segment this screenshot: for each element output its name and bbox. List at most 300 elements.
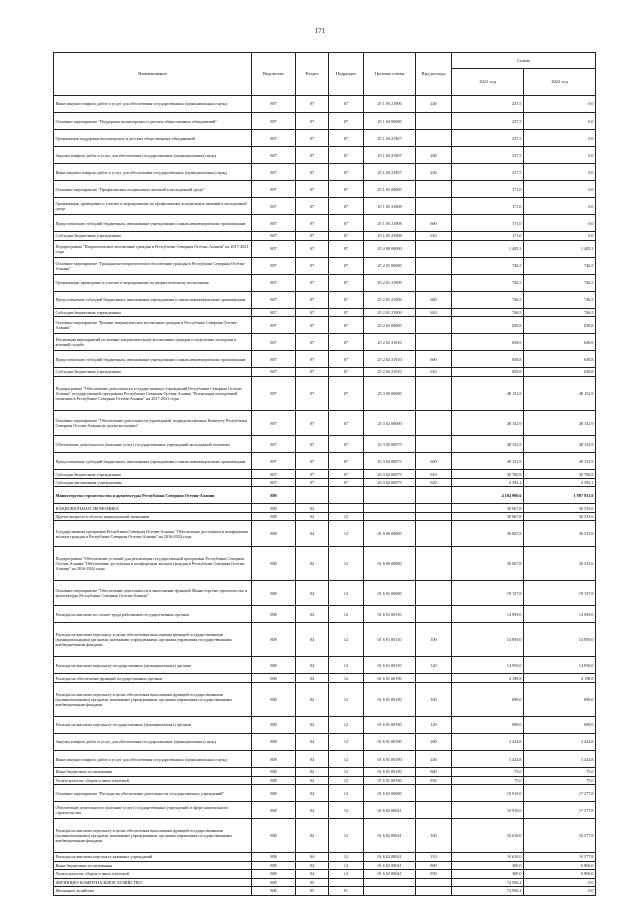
cell-2022: 658,8 — [524, 317, 596, 334]
cell-department: 808 — [252, 546, 296, 580]
cell-2021: 237,5 — [452, 113, 524, 130]
cell-department: 807 — [252, 240, 296, 257]
cell-article: 25 2 01 00000 — [364, 257, 416, 274]
cell-article: 01 6 02 00041 — [364, 870, 416, 879]
cell-subsection: 12 — [329, 512, 364, 521]
cell-expense-type: 600 — [416, 215, 452, 232]
cell-2022: 0,0 — [524, 130, 596, 147]
cell-department: 808 — [252, 623, 296, 657]
cell-subsection: 07 — [329, 470, 364, 479]
cell-subsection: 12 — [329, 853, 364, 862]
cell-expense-type — [416, 113, 452, 130]
budget-table — [53, 52, 596, 896]
cell-2021: 75,0 — [452, 768, 524, 777]
cell-subsection: 07 — [329, 240, 364, 257]
cell-section: 04 — [296, 716, 329, 733]
cell-name: Расходы на выплаты персоналу государственных (муниципальных) органов — [54, 716, 252, 733]
cell-department: 807 — [252, 274, 296, 291]
cell-department: 808 — [252, 861, 296, 870]
page-number: 171 — [314, 27, 326, 35]
table-row — [54, 776, 596, 785]
cell-2022: 48 152,9 — [524, 410, 596, 436]
cell-department: 807 — [252, 198, 296, 215]
cell-section — [296, 487, 329, 504]
cell-name: Организация, проведение и участие в мероприятиях по профилактике асоциальных явлений в молодежной среде — [54, 198, 252, 215]
cell-subsection: 12 — [329, 606, 364, 623]
cell-name: Основное мероприятие "Гражданско-патриотическое воспитание граждан в Республике Северная Осетия-Алания" — [54, 257, 252, 274]
cell-name: Подпрограмма "Патриотическое воспитание граждан в Республике Северная Осетия–Алания" на 2017-2021 годы — [54, 240, 252, 257]
cell-department: 808 — [252, 682, 296, 716]
cell-section: 07 — [296, 198, 329, 215]
cell-article: 01 6 01 00190 — [364, 776, 416, 785]
cell-article: 25 1 04 21907 — [364, 130, 416, 147]
cell-name: Расходы на выплаты персоналу казенных учреждений — [54, 853, 252, 862]
cell-2022: 0,0 — [524, 887, 596, 896]
cell-subsection: 07 — [329, 291, 364, 308]
cell-article: 01 6 00 00000 — [364, 546, 416, 580]
cell-name: Организация поддержки волонтерских и детских общественных объединений — [54, 130, 252, 147]
cell-2022: 48 152,9 — [524, 453, 596, 470]
cell-2021: 14 959,0 — [452, 623, 524, 657]
cell-2022: 48 152,9 — [524, 376, 596, 410]
cell-department: 808 — [252, 802, 296, 819]
table-row — [54, 274, 596, 291]
cell-2022: 4 198,8 — [524, 674, 596, 683]
cell-section: 04 — [296, 802, 329, 819]
table-row — [54, 164, 596, 181]
cell-2022: 658,8 — [524, 351, 596, 368]
table-row — [54, 887, 596, 896]
cell-expense-type: 100 — [416, 819, 452, 853]
cell-article: 25 1 03 21906 — [364, 96, 416, 113]
cell-section: 07 — [296, 164, 329, 181]
cell-2021: 237,5 — [452, 147, 524, 164]
cell-expense-type: 120 — [416, 716, 452, 733]
table-row — [54, 504, 596, 513]
cell-expense-type — [416, 487, 452, 504]
cell-department: 807 — [252, 232, 296, 241]
cell-expense-type — [416, 580, 452, 606]
table-row — [54, 734, 596, 751]
cell-subsection: 12 — [329, 546, 364, 580]
cell-article: 25 1 04 21907 — [364, 147, 416, 164]
cell-section: 07 — [296, 376, 329, 410]
cell-name: Субсидии бюджетным учреждениям — [54, 470, 252, 479]
cell-department: 807 — [252, 376, 296, 410]
cell-name: Предоставление субсидий бюджетным, автономным учреждениям и иным некоммерческим организациям — [54, 215, 252, 232]
cell-department: 807 — [252, 453, 296, 470]
cell-article: 01 6 02 00041 — [364, 853, 416, 862]
cell-2022: 3 424,8 — [524, 734, 596, 751]
cell-name: Обеспечение деятельности (оказание услуг) государственных учреждений молодежной политики — [54, 436, 252, 453]
cell-article: 01 6 01 00000 — [364, 580, 416, 606]
cell-article: 25 2 02 21910 — [364, 334, 416, 351]
cell-name: Субсидии бюджетным учреждениям — [54, 308, 252, 317]
cell-2022: 658,8 — [524, 334, 596, 351]
table-row — [54, 96, 596, 113]
cell-article: 01 6 01 00110 — [364, 657, 416, 674]
cell-expense-type — [416, 181, 452, 198]
cell-2022: 0,0 — [524, 232, 596, 241]
cell-article: 25 1 05 21908 — [364, 198, 416, 215]
cell-expense-type — [416, 334, 452, 351]
cell-expense-type — [416, 317, 452, 334]
cell-name: Реализация мероприятий по военно-патриотическому воспитанию граждан и подготовке молодежи к военной службе — [54, 334, 252, 351]
table-row — [54, 410, 596, 436]
cell-2021: 48 152,9 — [452, 410, 524, 436]
cell-article: 01 6 01 00190 — [364, 751, 416, 768]
cell-article: 01 6 01 00110 — [364, 623, 416, 657]
table-row — [54, 657, 596, 674]
cell-article: 25 2 02 21910 — [364, 351, 416, 368]
cell-expense-type — [416, 274, 452, 291]
cell-expense-type — [416, 240, 452, 257]
cell-expense-type: 620 — [416, 478, 452, 487]
cell-department: 807 — [252, 410, 296, 436]
table-row — [54, 308, 596, 317]
cell-article: 25 2 01 21909 — [364, 291, 416, 308]
cell-department: 808 — [252, 521, 296, 547]
cell-article — [364, 887, 416, 896]
cell-subsection: 12 — [329, 521, 364, 547]
cell-department: 807 — [252, 215, 296, 232]
cell-article: 01 6 01 00190 — [364, 716, 416, 733]
cell-2022: 1 897 833,0 — [524, 487, 596, 504]
cell-subsection — [329, 878, 364, 887]
cell-department: 808 — [252, 657, 296, 674]
cell-subsection: 07 — [329, 147, 364, 164]
cell-department: 808 — [252, 674, 296, 683]
cell-article: 25 1 05 21908 — [364, 215, 416, 232]
table-row — [54, 785, 596, 802]
table-row — [54, 878, 596, 887]
cell-2022: 746,5 — [524, 257, 596, 274]
cell-name: Обеспечение деятельности (оказание услуг) государственных учреждений в сфере капитального строительства — [54, 802, 252, 819]
cell-department: 808 — [252, 768, 296, 777]
table-row — [54, 291, 596, 308]
cell-2021: 48 152,9 — [452, 453, 524, 470]
cell-name: Другие вопросы в области национальной экономики — [54, 512, 252, 521]
cell-subsection: 07 — [329, 317, 364, 334]
cell-article: 25 2 02 21910 — [364, 368, 416, 377]
cell-article: 25 3 02 00075 — [364, 436, 416, 453]
cell-2021: 237,5 — [452, 130, 524, 147]
cell-subsection: 07 — [329, 257, 364, 274]
cell-2021: 74 956,2 — [452, 887, 524, 896]
cell-name: Предоставление субсидий бюджетным, автономным учреждениям и иным некоммерческим организациям — [54, 351, 252, 368]
table-row — [54, 376, 596, 410]
cell-article: 25 2 00 00000 — [364, 240, 416, 257]
cell-section: 04 — [296, 819, 329, 853]
cell-2022: 0,0 — [524, 96, 596, 113]
cell-section: 07 — [296, 453, 329, 470]
cell-name: Расходы на выплаты персоналу в целях обеспечения выполнения функций государственными (муниципальными) органами, казенными учреждениями, органами управления государственными внебюджетными фондами — [54, 623, 252, 657]
cell-article: 01 6 02 00000 — [364, 785, 416, 802]
cell-2022: 17 377,8 — [524, 785, 596, 802]
cell-name: Закупка товаров, работ и услуг для обеспечения государственных (муниципальных) нужд — [54, 734, 252, 751]
cell-section: 07 — [296, 410, 329, 436]
cell-2021: 10 910,0 — [452, 785, 524, 802]
cell-section: 05 — [296, 878, 329, 887]
cell-2021: 658,8 — [452, 334, 524, 351]
cell-expense-type — [416, 257, 452, 274]
cell-article: 25 1 05 00000 — [364, 181, 416, 198]
cell-section: 04 — [296, 870, 329, 879]
table-row — [54, 751, 596, 768]
table-row — [54, 623, 596, 657]
cell-section: 07 — [296, 113, 329, 130]
cell-name: Иные закупки товаров, работ и услуг для обеспечения государственных (муниципальных) нужд — [54, 164, 252, 181]
table-row — [54, 351, 596, 368]
cell-2021: 2 392,1 — [452, 478, 524, 487]
table-row — [54, 861, 596, 870]
cell-expense-type: 200 — [416, 734, 452, 751]
cell-department: 807 — [252, 291, 296, 308]
cell-2022: 0,0 — [524, 198, 596, 215]
cell-2022: 3 424,8 — [524, 751, 596, 768]
cell-subsection: 07 — [329, 274, 364, 291]
table-row — [54, 580, 596, 606]
cell-expense-type: 240 — [416, 96, 452, 113]
cell-section: 04 — [296, 768, 329, 777]
cell-2022: 36 535,6 — [524, 521, 596, 547]
cell-department: 808 — [252, 504, 296, 513]
cell-expense-type: 240 — [416, 751, 452, 768]
cell-expense-type — [416, 198, 452, 215]
cell-2022: 14 959,0 — [524, 623, 596, 657]
cell-department: 808 — [252, 819, 296, 853]
cell-section: 07 — [296, 334, 329, 351]
header-year-2022: 2022 год — [524, 69, 596, 96]
cell-2021: 300,0 — [452, 870, 524, 879]
cell-name: Закупка товаров, работ и услуг для обеспечения государственных (муниципальных) нужд — [54, 147, 252, 164]
cell-section: 07 — [296, 470, 329, 479]
cell-2022: 19 157,8 — [524, 580, 596, 606]
cell-2021: 171,0 — [452, 232, 524, 241]
table-row — [54, 317, 596, 334]
cell-expense-type — [416, 546, 452, 580]
cell-section: 05 — [296, 887, 329, 896]
cell-subsection: 12 — [329, 819, 364, 853]
cell-2022: 0,0 — [524, 147, 596, 164]
cell-2021: 658,8 — [452, 317, 524, 334]
cell-section: 04 — [296, 682, 329, 716]
cell-2022: 10 577,8 — [524, 853, 596, 862]
table-row — [54, 257, 596, 274]
cell-subsection: 12 — [329, 716, 364, 733]
cell-subsection — [329, 487, 364, 504]
cell-department: 807 — [252, 334, 296, 351]
cell-name: Иные закупки товаров, работ и услуг для обеспечения государственных (муниципальных) нужд — [54, 751, 252, 768]
header-year-2021: 2021 год — [452, 69, 524, 96]
cell-subsection — [329, 504, 364, 513]
cell-2021: 45 760,8 — [452, 470, 524, 479]
cell-name: НАЦИОНАЛЬНАЯ ЭКОНОМИКА — [54, 504, 252, 513]
cell-subsection: 07 — [329, 113, 364, 130]
cell-expense-type: 610 — [416, 308, 452, 317]
cell-article: 25 2 01 21909 — [364, 308, 416, 317]
cell-2022: 0,0 — [524, 181, 596, 198]
cell-name: Основное мероприятие "Обеспечение деятельности учреждений, подведомственных Комитету Республики Северная Осетия-Алания по делам молодежи" — [54, 410, 252, 436]
cell-department: 808 — [252, 751, 296, 768]
cell-expense-type: 800 — [416, 768, 452, 777]
cell-section: 04 — [296, 776, 329, 785]
cell-expense-type: 100 — [416, 623, 452, 657]
cell-section: 07 — [296, 215, 329, 232]
cell-name: Иные бюджетные ассигнования — [54, 861, 252, 870]
cell-article: 25 1 05 21908 — [364, 232, 416, 241]
cell-subsection: 12 — [329, 623, 364, 657]
cell-department: 808 — [252, 580, 296, 606]
table-row — [54, 487, 596, 504]
cell-section: 07 — [296, 240, 329, 257]
cell-subsection: 07 — [329, 198, 364, 215]
table-row — [54, 113, 596, 130]
cell-expense-type: 850 — [416, 870, 452, 879]
cell-subsection: 07 — [329, 215, 364, 232]
cell-expense-type — [416, 512, 452, 521]
cell-2022: 699,0 — [524, 682, 596, 716]
cell-article — [364, 878, 416, 887]
cell-subsection: 12 — [329, 861, 364, 870]
cell-2022: 75,0 — [524, 768, 596, 777]
cell-2022: 10 577,8 — [524, 819, 596, 853]
cell-subsection: 07 — [329, 96, 364, 113]
cell-2021: 237,5 — [452, 164, 524, 181]
cell-subsection: 07 — [329, 436, 364, 453]
cell-section: 07 — [296, 308, 329, 317]
table-row — [54, 768, 596, 777]
cell-subsection: 12 — [329, 657, 364, 674]
table-row — [54, 436, 596, 453]
cell-name: Расходы на обеспечение функций государственных органов — [54, 674, 252, 683]
cell-subsection: 07 — [329, 368, 364, 377]
cell-expense-type — [416, 674, 452, 683]
cell-section: 07 — [296, 96, 329, 113]
cell-article — [364, 512, 416, 521]
cell-section: 04 — [296, 512, 329, 521]
cell-2021: 10 910,0 — [452, 802, 524, 819]
header-section: Раздел — [296, 53, 329, 96]
cell-name: Государственная программа Республики Северная Осетия-Алания "Обеспечение доступным и комфортным жильем граждан в Республике Северная Осетия-Алания" на 2016-2024 годы — [54, 521, 252, 547]
cell-name: Субсидии автономным учреждениям — [54, 478, 252, 487]
cell-name: Основное мероприятие "Поддержка волонтерских и детских общественных объединений" — [54, 113, 252, 130]
cell-expense-type: 240 — [416, 164, 452, 181]
cell-department: 807 — [252, 257, 296, 274]
cell-subsection: 12 — [329, 768, 364, 777]
cell-section: 04 — [296, 674, 329, 683]
cell-2021: 74 956,2 — [452, 878, 524, 887]
table-row — [54, 819, 596, 853]
cell-expense-type — [416, 376, 452, 410]
cell-section: 04 — [296, 853, 329, 862]
cell-expense-type: 600 — [416, 351, 452, 368]
cell-name: Основное мероприятие "Профилактика асоциальных явлений в молодежной среде" — [54, 181, 252, 198]
cell-2021: 658,8 — [452, 351, 524, 368]
cell-name: Жилищное хозяйство — [54, 887, 252, 896]
table-row — [54, 215, 596, 232]
cell-subsection: 12 — [329, 751, 364, 768]
cell-article: 01 6 01 00190 — [364, 734, 416, 751]
cell-2021: 30 067,8 — [452, 504, 524, 513]
cell-2021: 4 198,8 — [452, 674, 524, 683]
cell-expense-type — [416, 521, 452, 547]
cell-section: 04 — [296, 751, 329, 768]
cell-name: Основное мероприятие "Обеспечение деятельности и выполнение функций Министерства строительства и архитектуры Республики Северная Осетия-Алания" — [54, 580, 252, 606]
cell-section: 07 — [296, 436, 329, 453]
cell-2021: 171,0 — [452, 198, 524, 215]
cell-name: Основное мероприятие "Расходы на обеспечение деятельности государственных учреждений" — [54, 785, 252, 802]
cell-name: Иные закупки товаров, работ и услуг для обеспечения государственных (муниципальных) нужд — [54, 96, 252, 113]
cell-2021: 746,5 — [452, 274, 524, 291]
cell-2022: 36 535,6 — [524, 512, 596, 521]
cell-department: 808 — [252, 512, 296, 521]
cell-2021: 171,0 — [452, 215, 524, 232]
cell-2022: 45 760,8 — [524, 470, 596, 479]
cell-department: 808 — [252, 870, 296, 879]
cell-name: Расходы на выплаты по оплате труда работников государственных органов — [54, 606, 252, 623]
cell-2022: 746,5 — [524, 291, 596, 308]
cell-2021: 14 959,0 — [452, 606, 524, 623]
cell-name: Подпрограмма "Обеспечение деятельности государственных учреждений Республики Северная Осетия-Алания" государственной программы Республики Северная Осетия-Алания "Реализация молодежной политики в Республике Северная Осетия-Алания" на 2017-2021 годы — [54, 376, 252, 410]
cell-department: 808 — [252, 776, 296, 785]
table-row — [54, 512, 596, 521]
cell-2021: 30 067,8 — [452, 546, 524, 580]
cell-department: 808 — [252, 853, 296, 862]
cell-section: 04 — [296, 623, 329, 657]
header-expense-type: Вид расхода — [416, 53, 452, 96]
cell-name: Расходы на выплаты персоналу государственных (муниципальных) органов — [54, 657, 252, 674]
table-row — [54, 232, 596, 241]
cell-article: 01 6 01 00190 — [364, 674, 416, 683]
table-row — [54, 478, 596, 487]
cell-expense-type: 100 — [416, 682, 452, 716]
table-row — [54, 470, 596, 479]
cell-article: 25 3 00 00000 — [364, 376, 416, 410]
cell-subsection: 12 — [329, 580, 364, 606]
cell-section: 04 — [296, 861, 329, 870]
cell-section: 07 — [296, 257, 329, 274]
cell-article: 01 6 02 00041 — [364, 861, 416, 870]
cell-name: ЖИЛИЩНО-КОММУНАЛЬНОЕ ХОЗЯЙСТВО — [54, 878, 252, 887]
table-body — [54, 96, 596, 896]
cell-expense-type: 600 — [416, 291, 452, 308]
cell-expense-type — [416, 130, 452, 147]
cell-subsection: 12 — [329, 674, 364, 683]
cell-2021: 699,0 — [452, 716, 524, 733]
cell-section: 04 — [296, 546, 329, 580]
cell-expense-type: 610 — [416, 470, 452, 479]
cell-expense-type: 850 — [416, 776, 452, 785]
cell-subsection: 12 — [329, 870, 364, 879]
cell-2022: 36 535,6 — [524, 504, 596, 513]
cell-expense-type: 110 — [416, 853, 452, 862]
cell-article: 25 3 02 00000 — [364, 410, 416, 436]
cell-expense-type — [416, 887, 452, 896]
cell-expense-type — [416, 878, 452, 887]
cell-department: 808 — [252, 887, 296, 896]
table-row — [54, 802, 596, 819]
cell-article: 25 2 02 00000 — [364, 317, 416, 334]
cell-subsection: 07 — [329, 130, 364, 147]
cell-article: 25 1 04 21907 — [364, 164, 416, 181]
cell-expense-type: 120 — [416, 657, 452, 674]
cell-2021: 746,5 — [452, 291, 524, 308]
cell-subsection: 12 — [329, 776, 364, 785]
cell-department: 807 — [252, 317, 296, 334]
cell-expense-type — [416, 785, 452, 802]
cell-expense-type — [416, 802, 452, 819]
